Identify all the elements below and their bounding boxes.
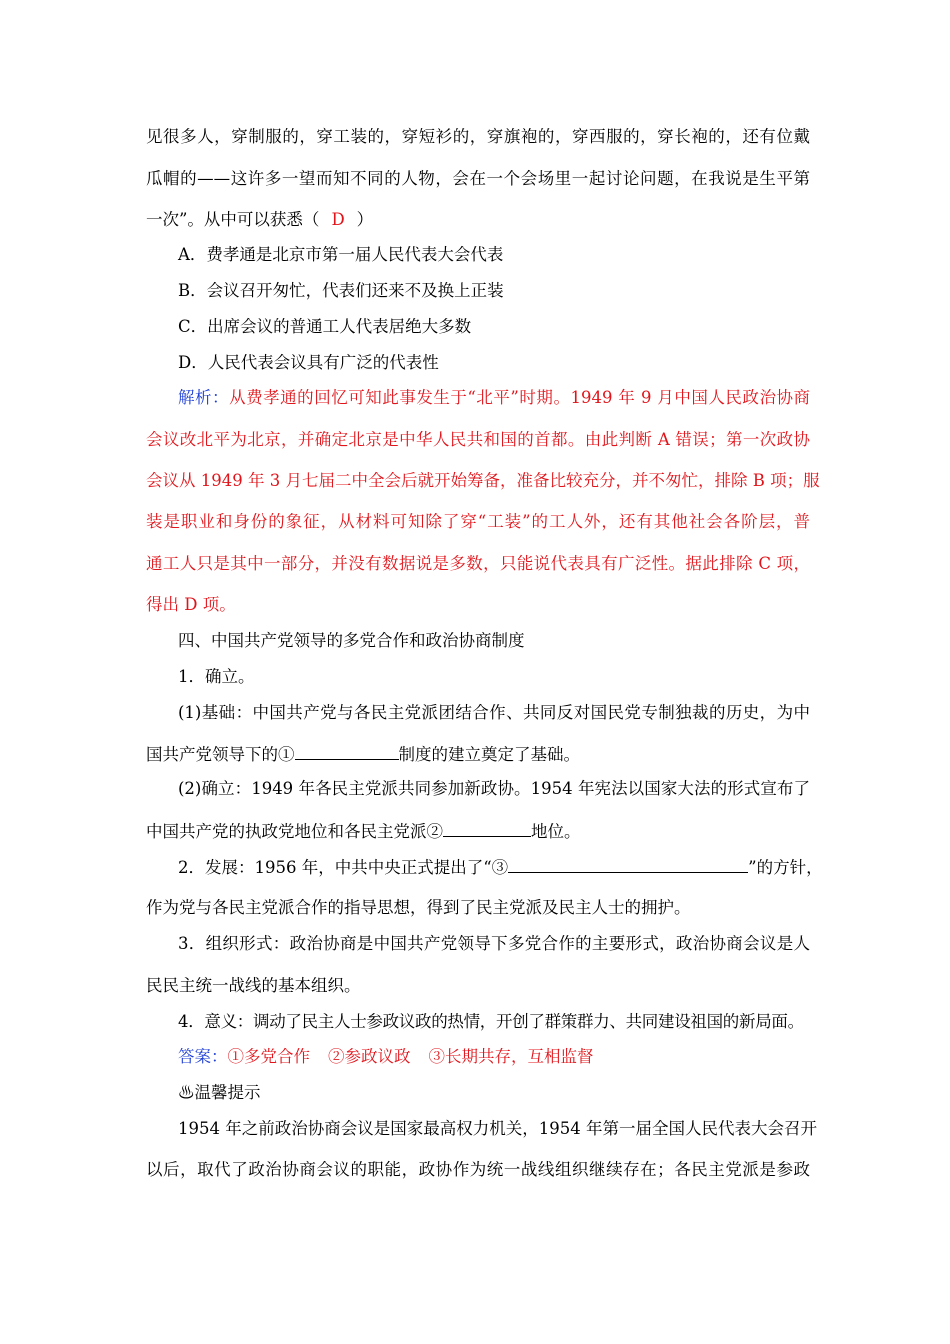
tip-icon: ♨ [178, 1083, 195, 1102]
fill-blank-1 [295, 743, 399, 760]
establish-text-after: 地位。 [531, 822, 581, 841]
basis-text: 国共产党领导下的① [146, 745, 295, 764]
passage-question-line [146, 209, 373, 231]
question-stem: 一次”。从中可以获悉（ [146, 210, 320, 229]
organization-line: 民民主统一战线的基本组织。 [146, 976, 361, 995]
tip-title: 温馨提示 [194, 1083, 261, 1102]
answer-choice: D [331, 210, 345, 229]
tip-line: 以后，取代了政治协商会议的职能，政协作为统一战线组织继续存在；各民主党派是参政 [146, 1160, 810, 1179]
organization-line: 3．组织形式：政治协商是中国共产党领导下多党合作的主要形式，政治协商会议是人 [178, 934, 810, 953]
analysis-line: 通工人只是其中一部分，并没有数据说是多数，只能说代表具有广泛性。据此排除 C 项， [146, 554, 810, 573]
meaning-line: 4．意义：调动了民主人士参政议政的热情，开创了群策群力、共同建设祖国的新局面。 [178, 1012, 804, 1031]
development-text: 2．发展：1956 年，中共中央正式提出了“③ [178, 858, 509, 877]
answer-label: 答案： [178, 1047, 228, 1066]
answer-line [178, 1046, 594, 1068]
analysis-line: 会议改北平为北京，并确定北京是中华人民共和国的首都。由此判断 A 错误；第一次政协 [146, 430, 810, 449]
passage-line: 见很多人，穿制服的，穿工装的，穿短衫的，穿旗袍的，穿西服的，穿长袍的，还有位戴 [146, 127, 810, 146]
passage-line: 瓜帽的——这许多一望而知不同的人物，会在一个会场里一起讨论问题，在我说是生平第 [146, 169, 810, 188]
answer-1: ①多党合作 [227, 1047, 310, 1066]
option-a: A．费孝通是北京市第一届人民代表大会代表 [178, 245, 504, 264]
establish-blank-line [146, 820, 581, 843]
basis-line: (1)基础：中国共产党与各民主党派团结合作、共同反对国民党专制独裁的历史，为中 [178, 703, 810, 722]
establish-text: 中国共产党的执政党地位和各民主党派② [146, 822, 443, 841]
question-close-paren: ） [356, 210, 374, 229]
analysis-line: 装是职业和身份的象征，从材料可知除了穿“工装”的工人外，还有其他社会各阶层，普 [146, 512, 810, 531]
item-heading: 1．确立。 [178, 667, 255, 686]
development-text-after: ”的方针， [748, 858, 823, 877]
analysis-first-line [178, 387, 810, 409]
tip-heading [178, 1082, 261, 1104]
development-line: 作为党与各民主党派合作的指导思想，得到了民主党派及民主人士的拥护。 [146, 898, 691, 917]
analysis-line: 得出 D 项。 [146, 595, 236, 614]
fill-blank-2 [443, 820, 531, 837]
analysis-line: 会议从 1949 年 3 月七届二中全会后就开始筹备，准备比较充分，并不匆忙，排除 B 项；服 [146, 471, 820, 490]
basis-blank-line [146, 743, 580, 766]
answer-2: ②参政议政 [328, 1047, 411, 1066]
section-heading: 四、中国共产党领导的多党合作和政治协商制度 [178, 631, 525, 650]
development-line [178, 856, 823, 879]
basis-text-after: 制度的建立奠定了基础。 [398, 745, 580, 764]
fill-blank-3 [508, 856, 748, 873]
answer-3: ③长期共存，互相监督 [428, 1047, 594, 1066]
tip-line: 1954 年之前政治协商会议是国家最高权力机关，1954 年第一届全国人民代表大会召开 [178, 1119, 817, 1138]
analysis-label: 解析： [178, 388, 230, 407]
establish-line: (2)确立：1949 年各民主党派共同参加新政协。1954 年宪法以国家大法的形式宣布了 [178, 779, 810, 798]
analysis-text: 从费孝通的回忆可知此事发生于“北平”时期。1949 年 9 月中国人民政治协商 [229, 388, 810, 407]
option-b: B．会议召开匆忙，代表们还来不及换上正装 [178, 281, 504, 300]
option-d: D．人民代表会议具有广泛的代表性 [178, 353, 439, 372]
option-c: C．出席会议的普通工人代表居绝大多数 [178, 317, 472, 336]
